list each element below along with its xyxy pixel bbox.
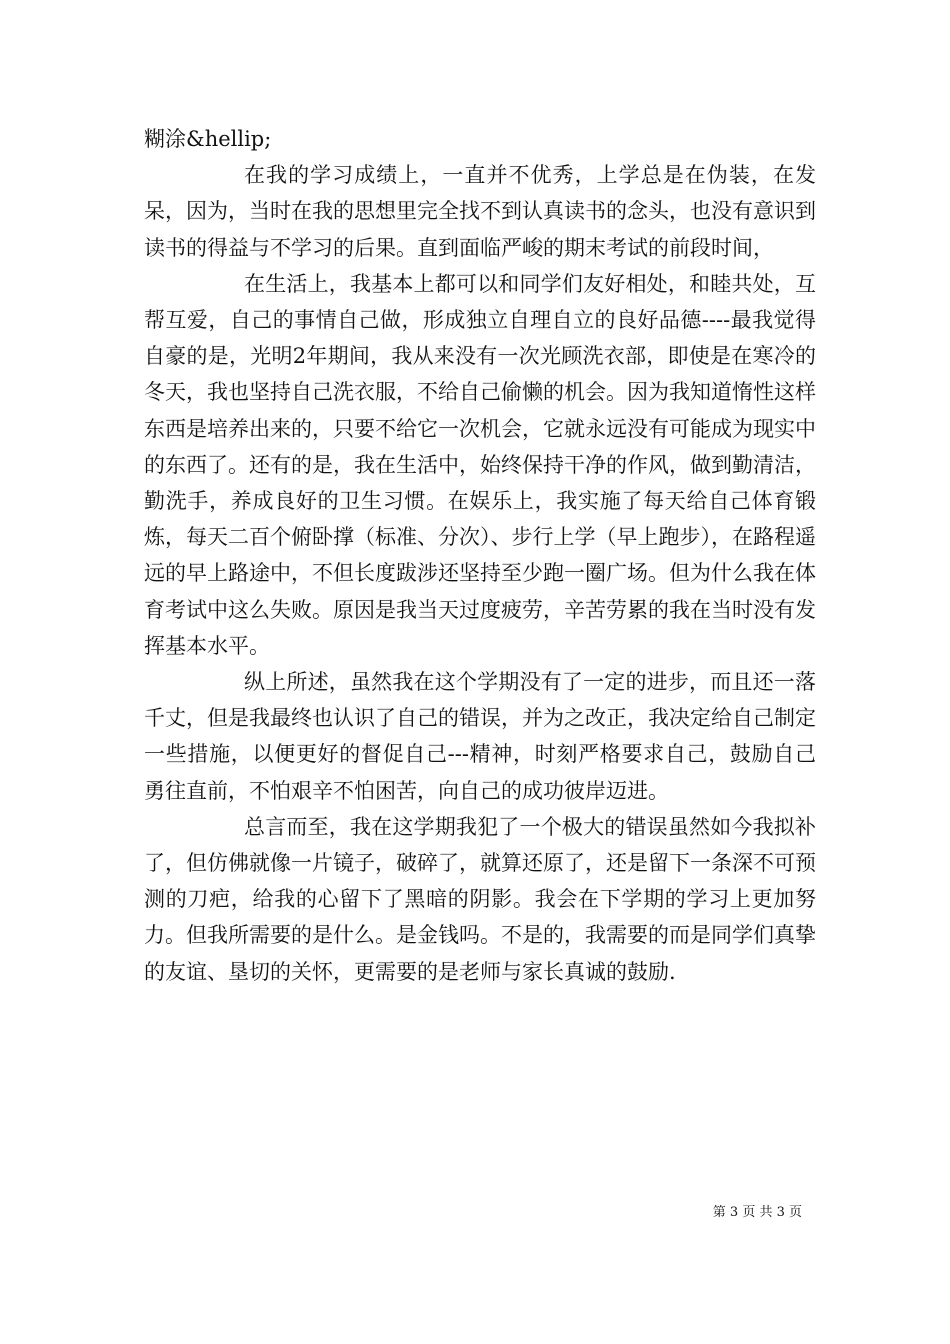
paragraph-summary: 纵上所述，虽然我在这个学期没有了一定的进步，而且还一落千丈，但是我最终也认识了自己的错误，并为之改正，我决定给自己制定一些措施，以便更好的督促自己---精神，时刻严格要求自己，鼓励自己勇往直前，不怕艰辛不怕困苦，向自己的成功彼岸迈进。: [144, 670, 816, 803]
document-body: [144, 121, 816, 990]
paragraph-conclusion: 总言而至，我在这学期我犯了一个极大的错误虽然如今我拟补了，但仿佛就像一片镜子，破碎了，就算还原了，还是留下一条深不可预测的刀疤，给我的心留下了黑暗的阴影。我会在下学期的学习上更加努力。但我所需要的是什么。是金钱吗。不是的，我需要的而是同学们真挚的友谊、垦切的关怀，更需要的是老师与家长真诚的鼓励.: [144, 814, 816, 984]
paragraph-daily-life: 在生活上，我基本上都可以和同学们友好相处，和睦共处，互帮互爱，自己的事情自己做，形成独立自理自立的良好品德----最我觉得自豪的是，光明2年期间，我从来没有一次光顾洗衣部，即使是在寒冷的冬天，我也坚持自己洗衣服，不给自己偷懒的机会。因为我知道惰性这样东西是培养出来的，只要不给它一次机会，它就永远没有可能成为现实中的东西了。还有的是，我在生活中，始终保持干净的作风，做到勤清洁，勤洗手，养成良好的卫生习惯。在娱乐上，我实施了每天给自己体育锻炼，每天二百个俯卧撑（标准、分次）、步行上学（早上跑步），在路程遥远的早上路途中，不但长度跋涉还坚持至少跑一圈广场。但为什么我在体育考试中这么失败。原因是我当天过度疲劳，辛苦劳累的我在当时没有发挥基本水平。: [144, 271, 816, 658]
page-number-footer: 第 3 页 共 3 页: [712, 1205, 802, 1220]
paragraph-study-grades: 在我的学习成绩上，一直并不优秀，上学总是在伪装，在发呆，因为，当时在我的思想里完全找不到认真读书的念头，也没有意识到读书的得益与不学习的后果。直到面临严峻的期末考试的前段时间，: [144, 163, 816, 260]
paragraph-continuation: 糊涂&hellip;: [144, 127, 272, 151]
